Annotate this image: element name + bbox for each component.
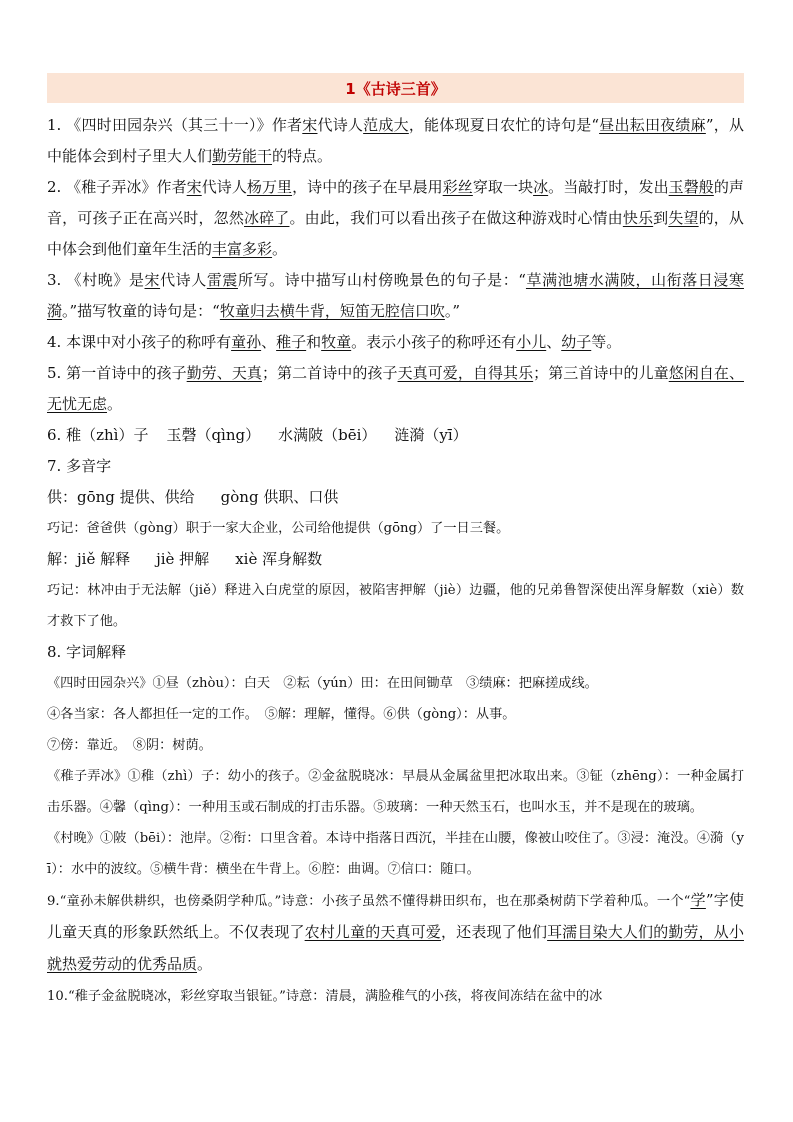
text: xiè 浑身解数 bbox=[235, 550, 323, 568]
item-6-pinyin bbox=[47, 420, 744, 451]
text: ，能体现夏日农忙的诗句是“ bbox=[408, 116, 600, 134]
answer: 冰碎了 bbox=[244, 209, 290, 227]
item-8-heading: 8. 字词解释 bbox=[47, 643, 127, 661]
answer: 快乐 bbox=[622, 209, 654, 227]
item-9 bbox=[47, 885, 744, 981]
polyphone-jie bbox=[47, 544, 744, 575]
text: 等。 bbox=[591, 333, 622, 351]
text: ；第三首诗中的儿童 bbox=[533, 364, 669, 382]
text: 的，从中体会到他们童年生活的 bbox=[47, 209, 744, 258]
pinyin-word: 6. 稚（zhì）子 bbox=[47, 426, 149, 444]
text: ”字使儿童天真的形象跃然纸上。不仅表现了 bbox=[47, 891, 744, 941]
answer: 彩丝 bbox=[442, 178, 473, 196]
pinyin-word: 玉磬（qìng） bbox=[166, 426, 261, 444]
text: 1. 《四时田园杂兴（其三十一）》作者 bbox=[47, 116, 303, 134]
text: 。” bbox=[444, 302, 461, 320]
text: 、 bbox=[546, 333, 562, 351]
text: 供：gōng 提供、供给 bbox=[47, 488, 195, 506]
text: ；第二首诗中的孩子 bbox=[261, 364, 398, 382]
answer: 幼子 bbox=[561, 333, 592, 351]
text: 。当敲打时，发出 bbox=[548, 178, 669, 196]
answer: 小儿 bbox=[516, 333, 547, 351]
text: 。”描写牧童的诗句是：“ bbox=[62, 302, 220, 320]
answer: 宋 bbox=[144, 271, 161, 289]
polyphone-gong-tip: 巧记：爸爸供（gòng）职于一家大企业，公司给他提供（gōng）了一日三餐。 bbox=[47, 521, 510, 536]
lesson-title-bar bbox=[47, 73, 744, 103]
text: 的特点。 bbox=[272, 147, 333, 165]
answer: 丰富多彩 bbox=[212, 240, 273, 258]
text: 9.“童孙未解供耕织，也傍桑阴学种瓜。”诗意：小孩子虽然不懂得耕田织布，也在那桑树荫下学着种瓜。一个“ bbox=[47, 894, 691, 909]
item-10: 10.“稚子金盆脱晓冰，彩丝穿取当银钲。”诗意：清晨，满脸稚气的小孩，将夜间冻结在盆中的冰 bbox=[47, 989, 603, 1004]
text: 3. 《村晚》是 bbox=[47, 271, 145, 289]
answer: 稚子 bbox=[276, 333, 307, 351]
answer: 牧童归去横牛背，短笛无腔信口吹 bbox=[219, 302, 445, 320]
answer: 农村儿童的天真可爱 bbox=[304, 923, 442, 941]
answer: 天真可爱，自得其乐 bbox=[397, 364, 534, 382]
text: 代诗人 bbox=[317, 116, 364, 134]
polyphone-gong bbox=[47, 482, 744, 513]
item-7-heading: 7. 多音字 bbox=[47, 457, 112, 475]
text: 到 bbox=[653, 209, 669, 227]
answer: 范成大 bbox=[363, 116, 409, 134]
answer: 雷震 bbox=[206, 271, 238, 289]
lesson-title: 1《古诗三首》 bbox=[345, 79, 446, 98]
answer: 牧童 bbox=[321, 333, 352, 351]
answer: 玉磬般 bbox=[668, 178, 714, 196]
answer: 失望 bbox=[668, 209, 699, 227]
text: 、 bbox=[261, 333, 277, 351]
answer: 学 bbox=[690, 891, 706, 909]
text: 。 bbox=[272, 240, 288, 258]
text: 。 bbox=[197, 955, 213, 973]
answer: 冰 bbox=[533, 178, 549, 196]
answer: 草满池塘水满陂，山衔落日浸寒漪 bbox=[47, 271, 744, 320]
text: 。 bbox=[107, 395, 123, 413]
answer: 宋 bbox=[186, 178, 202, 196]
glossary-line: 《四时田园杂兴》①昼（zhòu）：白天 ②耘（yún）田：在田间锄草 ③绩麻：把麻搓成线。 bbox=[47, 676, 598, 691]
text: ，还表现了他们 bbox=[441, 923, 548, 941]
polyphone-jie-tip: 巧记：林冲由于无法解（jiě）释进入白虎堂的原因，被陷害押解（jiè）边疆，他的兄弟鲁智深使出浑身解数（xiè）数才救下了他。 bbox=[47, 583, 744, 629]
glossary-line: ⑦傍：靠近。 ⑧阴：树荫。 bbox=[47, 738, 212, 753]
text: 和 bbox=[306, 333, 322, 351]
text: 代诗人 bbox=[160, 271, 207, 289]
text: 5. 第一首诗中的孩子 bbox=[47, 364, 187, 382]
text: ，诗中的孩子在早晨用 bbox=[292, 178, 443, 196]
text: 的声音，可孩子正在高兴时，忽然 bbox=[47, 178, 744, 227]
pinyin-word: 水满陂（bēi） bbox=[278, 426, 377, 444]
text: 2. 《稚子弄冰》作者 bbox=[47, 178, 187, 196]
text: ”，从中能体会到村子里大人们 bbox=[47, 116, 744, 165]
text: 代诗人 bbox=[201, 178, 247, 196]
answer: 宋 bbox=[302, 116, 318, 134]
pinyin-word: 涟漪（yī） bbox=[394, 426, 468, 444]
answer: 勤劳、天真 bbox=[186, 364, 262, 382]
text: 解：jiě 解释 bbox=[47, 550, 131, 568]
item-5 bbox=[47, 358, 744, 420]
glossary-line: ④各当家：各人都担任一定的工作。 ⑤解：理解，懂得。⑥供（gòng）：从事。 bbox=[47, 707, 516, 722]
answer: 童孙 bbox=[231, 333, 262, 351]
document-page bbox=[47, 73, 744, 1012]
item-4 bbox=[47, 327, 744, 358]
item-1 bbox=[47, 110, 744, 172]
text: 。表示小孩子的称呼还有 bbox=[351, 333, 517, 351]
glossary-line: 《稚子弄冰》①稚（zhì）子：幼小的孩子。②金盆脱晓冰：早晨从金属盆里把冰取出来。③钲（zhēng）：一种金属打击乐器。④馨（qìng）：一种用玉或石制成的打击乐器。⑤玻璃：一种天然玉石，也叫水玉，并不是现在的玻璃。 bbox=[47, 769, 744, 815]
text: jiè 押解 bbox=[156, 550, 210, 568]
answer: 悠闲自在、无忧无虑 bbox=[47, 364, 744, 413]
answer: 勤劳能干 bbox=[212, 147, 273, 165]
text: 4. 本课中对小孩子的称呼有 bbox=[47, 333, 232, 351]
answer: 耳濡目染大人们的勤劳，从小就热爱劳动的优秀品质 bbox=[47, 923, 744, 973]
text: 。由此，我们可以看出孩子在做这种游戏时心情由 bbox=[289, 209, 623, 227]
text: gòng 供职、口供 bbox=[220, 488, 339, 506]
item-2 bbox=[47, 172, 744, 265]
answer: 昼出耘田夜绩麻 bbox=[599, 116, 706, 134]
glossary-line: 《村晚》①陂（bēi）：池岸。②衔：口里含着。本诗中指落日西沉，半挂在山腰，像被山咬住了。③浸：淹没。④漪（yī）：水中的波纹。⑤横牛背：横坐在牛背上。⑥腔：曲调。⑦信口：随口。 bbox=[47, 831, 744, 877]
answer: 杨万里 bbox=[246, 178, 293, 196]
item-3 bbox=[47, 265, 744, 327]
text: 所写。诗中描写山村傍晚景色的句子是：“ bbox=[237, 271, 526, 289]
text: 穿取一块 bbox=[472, 178, 534, 196]
